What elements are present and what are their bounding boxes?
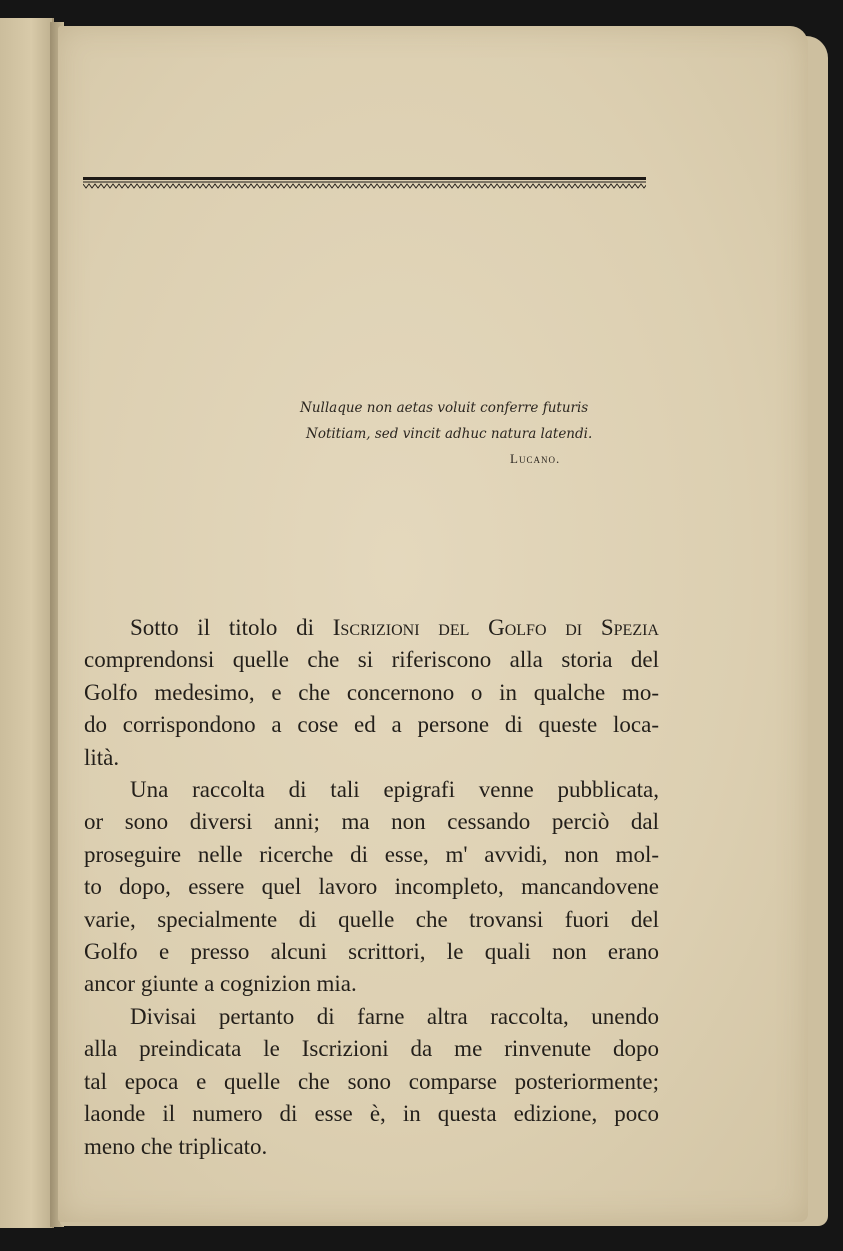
text-line: Golfo medesimo, e che concernono o in qualche mo- — [84, 679, 659, 705]
collection-title: Iscrizioni del Golfo di Spezia — [332, 615, 659, 640]
text-line: Una raccolta di tali epigrafi venne pubblicata, — [130, 777, 659, 803]
text-run: Sotto il titolo di — [130, 615, 333, 640]
text-line: lità. — [84, 744, 120, 770]
paragraph — [84, 1001, 659, 1163]
text-line: ancor giunte a cognizion mia. — [84, 971, 357, 997]
text-line: Divisai pertanto di farne altra raccolta, unendo — [130, 1003, 659, 1029]
text-line: comprendonsi quelle che si riferiscono alla storia del — [84, 647, 659, 673]
text-line — [84, 612, 659, 644]
text-line: to dopo, essere quel lavoro incompleto, mancandovene — [84, 874, 659, 900]
body-text — [84, 612, 659, 1163]
ornamental-rule — [83, 176, 646, 190]
text-line: Golfo e presso alcuni scrittori, le quali non erano — [84, 939, 659, 965]
left-page-edge — [0, 18, 54, 1228]
text-line: tal epoca e quelle che sono comparse posteriormente; — [84, 1068, 659, 1094]
paragraph — [84, 774, 659, 1001]
text-line: alla preindicata le Iscrizioni da me rinvenute dopo — [84, 1036, 659, 1062]
paragraph — [84, 612, 659, 774]
text-line: do corrispondono a cose ed a persone di queste loca- — [84, 712, 659, 738]
epigraph-author: Lucano. — [510, 451, 561, 466]
text-line: laonde il numero di esse è, in questa edizione, poco — [84, 1101, 659, 1127]
epigraph-line: Notitiam, sed vincit adhuc natura latendi. — [306, 426, 593, 442]
text-line: or sono diversi anni; ma non cessando perciò dal — [84, 809, 659, 835]
text-line: varie, specialmente di quelle che trovansi fuori del — [84, 906, 659, 932]
text-line: meno che triplicato. — [84, 1133, 268, 1159]
epigraph-line: Nullaque non aetas voluit conferre futuris — [300, 400, 589, 416]
epigraph — [300, 395, 640, 447]
text-line: proseguire nelle ricerche di esse, m' avvidi, non mol- — [84, 841, 659, 867]
